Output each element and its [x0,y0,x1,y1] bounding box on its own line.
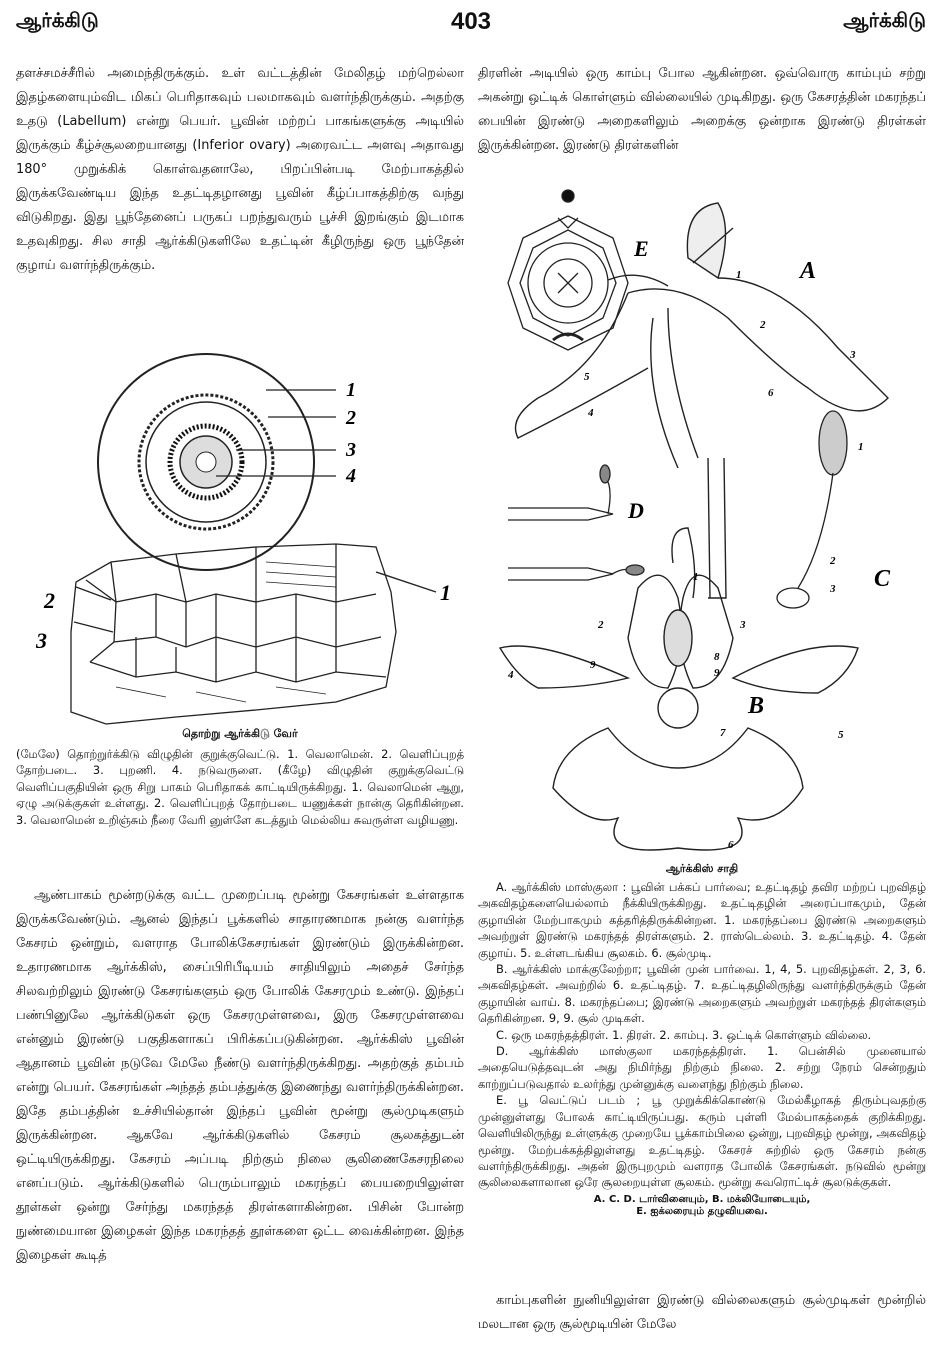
right-paragraph-bottom: காம்புகளின் நுனியிலுள்ள இரண்டு வில்லைகளும் சூல்முடிகள் மூன்றில் மலடான ஒரு சூல்மூடியின் மேலே [478,1293,926,1332]
fig-label-C: C [874,566,891,592]
right-paragraph-top: திரளின் அடியில் ஒரு காம்பு போல ஆகின்றன. ஒவ்வொரு காம்பும் சற்று அகன்று ஒட்டிக் கொள்ளும் வில்லையில் முடிகிறது. ஒரு கேசரத்தின் மகரந்தப் பையின் இரண்டு அறைகளிலும் அறைக்கு ஒன்றாக இரண்டு திரள்கள் இருக்கின்றன. இரண்டு திரள்களின் [478,66,926,153]
a-label-5: 5 [584,371,590,383]
a-label-1: 1 [736,269,742,281]
b-label-4: 4 [508,669,514,681]
c-label-1: 1 [858,441,864,453]
b-label-3: 3 [740,619,746,631]
c-label-2: 2 [830,555,836,567]
root-figure-description: (மேலே) தொற்றுர்க்கிடு விழுதின் குறுக்குவெட்டு. 1. வெலாமென். 2. வெளிப்புறத் தோற்படை. 3. புறணி. 4. நடுவருளை. (கீழே) விழுதின் குறுக்குவெட்டு வெளிப்பகுதியின் ஒரு சிறு பாகம் பெரிதாகக் காட்டியிருக்கிறது. 1. வெலாமென் ஆறு, ஏழு அடுக்குகள் உள்ளது. 2. வெளிப்புறத் தோற்படை யணுக்கள் நான்கு தெரிகின்றன. 3. வெலாமென் உறிஞ்சும் நீரை வேரி னுள்ளே கடத்தும் மெல்லிய சுவருள்ள வழியணு. [16,747,464,827]
b-label-9a: 9 [590,659,596,671]
running-header-right: ஆர்க்கிடு [843,8,926,32]
cell-label-2: 2 [44,588,55,613]
root-figure-caption: தொற்று ஆர்க்கிடு வேர் [182,727,298,740]
page-number: 403 [450,8,492,35]
root-cross-section-figure [16,332,464,727]
figure-credit-1: A. C. D. டார்வினையும், B. மக்லியோடையும், [593,1193,811,1205]
cell-label-3: 3 [36,628,47,653]
fig-label-D: D [628,498,644,523]
flower-side-view-A [516,203,889,598]
description-B: B. ஆர்க்கிஸ் மாக்குலேற்றா; பூவின் முன் பார்வை. 1, 4, 5. புறவிதழ்கள். 2, 3, 6. அகவிதழ்கள். அவற்றில் 6. உதட்டிதழ். 7. உதட்டிதழிலிருந்து வளர்ந்திருக்கும் தேன் குழாயின் வாய். 8. மகரந்தப்பை; இரண்டு அறைகளும் அவற்றுள் மகரந்தத் திரள்களும் தெரிகின்றன. 9, 9. சூல் முடிகள். [478,962,926,1026]
cell-label-1: 1 [440,580,451,605]
a-label-6: 6 [768,387,774,399]
figure-credit-2: E. ஐக்லரையும் தழுவியவை. [636,1205,768,1217]
b-label-7: 7 [720,727,726,739]
fig-label-E: E [634,236,649,261]
left-column [16,62,464,1364]
b-label-5: 5 [838,729,844,741]
root-label-1: 1 [346,379,356,401]
left-paragraph-bottom: ஆண்பாகம் மூன்றடுக்கு வட்ட முறைப்படி மூன்று கேசரங்கள் உள்ளதாக இருக்கவேண்டும். ஆனல் இந்தப் பூக்களில் சாதாரணமாக நன்கு வளர்ந்த கேசரம் ஒன்றும், வளராத போலிக்கேசரங்கள் இரண்டும் இருக்கின்றன. உதாரணமாக ஆர்க்கிஸ், சைப்பிரிபீடியம் சாதியிலும் அதைச் சேர்ந்த சிலவற்றிலும் இரண்டு கேசரங்களும் ஒரு போலிக் கேசரமும் உண்டு. இந்தப் பண்பினுலே ஆர்க்கிடுகள் ஒரு கேசரமுள்ளவை, இரு கேசரமுள்ளவை என்னும் இரண்டு பகுதிகளாகப் பிரிக்கப்படுகின்றன. ஆர்க்கிஸ் பூவின் ஆதானம் பூவின் நடுவே மேலே நீண்டு வளர்ந்திருக்கிறது. அதற்குத் தம்பம் என்று பெயர். கேசரங்கள் அந்தத் தம்பத்துக்கு இணைந்து வளர்ந்திருக்கின்றன. இதே தம்பத்தின் உச்சியில்தான் இந்தப் பூவின் மூன்று சூல்முடிகளும் இருக்கின்றன. ஆகவே ஆர்க்கிடுகளில் கேசரம் சூலகத்துடன் ஒட்டியிருக்கிறது. கேசரம் அப்படி நிற்கும் நிலை சூலிணைகேசரநிலை எனப்படும். ஆர்க்கிடுகளில் பெரும்பாலும் மகரந்தப் பையறையிலுள்ள தூள்கள் ஒன்று சேர்ந்து மகரந்தத் திரள்களாகின்றன. பிசின் போன்ற நுண்மையான இழைகள் இந்த மகரந்தத் தூள்களை ஒட்ட வைக்கின்றன. இந்த இழைகள் கூடித் [16,888,464,1263]
orchis-figure-descriptions [478,879,926,1283]
b-label-1: 1 [693,571,699,583]
b-label-8: 8 [714,651,720,663]
a-label-3: 3 [850,349,856,361]
fig-label-A: A [800,258,817,284]
root-label-4: 4 [346,465,356,487]
b-label-6: 6 [728,839,734,851]
description-E: E. பூ வெட்டுப் படம் ; பூ முறுக்கிக்கொண்டு மேல்கீழாகத் திரும்புவதற்கு முன்னுள்ளது போலக் காட்டியிருப்பது. கரும் புள்ளி மேல்பாகத்தைக் குறிக்கிறது. வெளியிலிருந்து உள்ளுக்கு முறையே பூக்காம்பிலை ஒன்று, புறவிதழ் மூன்று, அகவிதழ் மூன்று. மேற்பக்கத்திலுள்ளது உதட்டிதழ். கேசரச் சுற்றில் ஒரு கேசரம் நன்கு வளர்ந்திருக்கிறது. அதன் இருபுறமும் வளராத போலிக் கேசரங்கள். நடுவில் மூன்று சூலிலைகளாலான ஒரே சூலறையுள்ள சூலகம். மூன்று சுவரொட்டிச் சூலடுக்குகள். [478,1093,926,1190]
orchis-figure [478,168,926,858]
floral-diagram-E [508,190,628,350]
description-C: C. ஒரு மகரந்தத்திரள். 1. திரள். 2. காம்பு. 3. ஒட்டிக் கொள்ளும் வில்லை. [496,1027,872,1042]
root-section-drawing [98,354,336,570]
root-label-3: 3 [346,439,356,461]
fig-label-B: B [748,693,765,719]
left-paragraph-top: தளச்சமச்சீரில் அமைந்திருக்கும். உள் வட்டத்தின் மேலிதழ் மற்றெல்லா இதழ்களையும்விட மிகப் பெரிதாகவும் பலமாகவும் வளர்ந்திருக்கும். அதற்கு உதடு (Labellum) என்று பெயர். பூவின் மற்றப் பாகங்களுக்கு அடியில் இருக்கும் கீழ்ச்சூலறையானது (Inferior ovary) அரைவட்ட அளவு அதாவது 180° முறுக்கிக் கொள்வதனாலே, பிறப்பின்படி மேற்பாகத்தில் இருக்கவேண்டிய இந்த உதட்டிதழானது பூவின் கீழ்ப்பாகத்திற்கு வந்து விடுகிறது. இது பூந்தேனைப் பருகப் பறந்துவரும் பூச்சி இறங்கும் இடமாக உதவுகிறது. சில சாதி ஆர்க்கிடுகளிலே உதட்டின் கீழிருந்து ஒரு பூந்தேன் குழாய் வளர்ந்திருக்கும். [16,66,464,273]
orchis-figure-caption: ஆர்க்கிஸ் சாதி [665,862,739,875]
b-label-2: 2 [598,619,604,631]
a-label-4: 4 [588,407,594,419]
right-column [478,62,926,1337]
pollinium-C [777,411,847,608]
description-D: D. ஆர்க்கிஸ் மாஸ்குலா மகரந்தத்திரள். 1. பென்சில் முனையால் அதையெடுத்தவுடன் அது நிமிர்ந்து நிற்கும் நிலை. 2. சற்று நேரம் சென்றதும் காற்றுப்படுவதால் உலர்ந்து முன்னுக்கு வளைந்து நிற்கும் நிலை. [478,1044,926,1091]
b-label-9b: 9 [714,667,720,679]
c-label-3: 3 [830,583,836,595]
a-label-2: 2 [760,319,766,331]
description-A: A. ஆர்க்கிஸ் மாஸ்குலா : பூவின் பக்கப் பார்வை; உதட்டிதழ் தவிர மற்றப் புறவிதழ் அகவிதழ்களையெல்லாம் நீக்கியிருக்கிறது. உதட்டிதழின் அரைப்பாகமும், தேன் குழாயின் மேற்பாகமும் கத்தரித்திருக்கின்றன. 1. மகரந்தப்பை இரண்டு அறைகளும் அவற்றுள் இரண்டு மகரந்தத் திரள்களும். 2. ராஸ்டெல்லம். 3. உதட்டிதழ். 4. தேன் குழாய். 5. உள்ளடங்கிய சூலகம். 6. சூல்முடி. [478,880,926,960]
pencil-D [508,465,644,580]
root-label-2: 2 [346,407,356,429]
root-cell-detail-drawing [71,544,436,724]
running-header-left: ஆர்க்கிடு [16,8,99,32]
